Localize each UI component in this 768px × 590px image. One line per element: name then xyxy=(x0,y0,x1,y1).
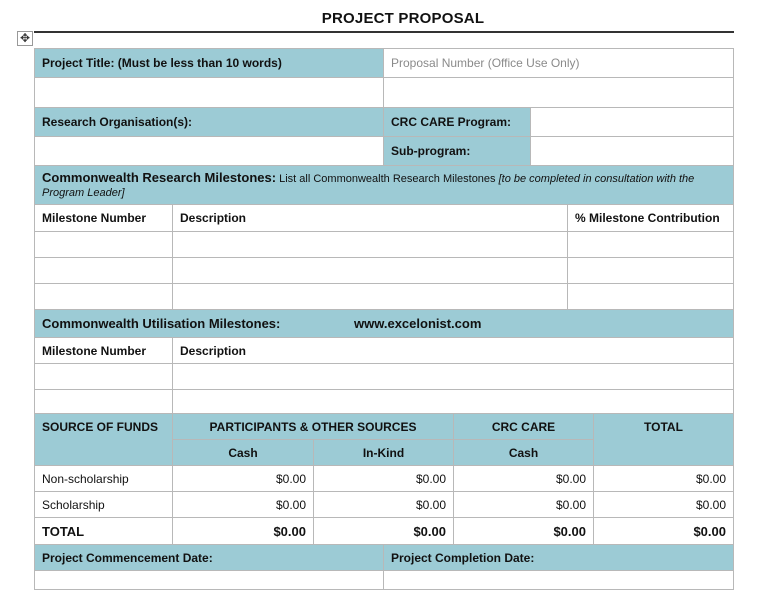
table-move-handle-icon[interactable]: ✥ xyxy=(17,31,33,46)
funds-total-crc-cash: $0.00 xyxy=(453,517,594,545)
sub-program-input[interactable] xyxy=(530,136,734,166)
funds-cash-value[interactable]: $0.00 xyxy=(172,465,314,492)
watermark-text: www.excelonist.com xyxy=(354,316,482,331)
funds-sub-inkind: In-Kind xyxy=(313,439,454,466)
crc-program-input[interactable] xyxy=(530,107,734,137)
research-row-3-number[interactable] xyxy=(34,283,173,310)
funds-sub-cash: Cash xyxy=(172,439,314,466)
funds-cash-value[interactable]: $0.00 xyxy=(172,491,314,518)
funds-sub-crc-cash: Cash xyxy=(453,439,594,466)
research-milestones-heading: Commonwealth Research Milestones: xyxy=(42,170,277,185)
utilisation-col-description: Description xyxy=(172,337,734,364)
research-col-description: Description xyxy=(172,204,568,232)
proposal-number-field[interactable]: Proposal Number (Office Use Only) xyxy=(383,48,734,78)
research-row-2-number[interactable] xyxy=(34,257,173,284)
research-org-input[interactable] xyxy=(34,136,384,166)
title-rule xyxy=(34,31,734,33)
utilisation-row-1-description[interactable] xyxy=(172,363,734,390)
research-row-2-description[interactable] xyxy=(172,257,568,284)
funds-source-header: SOURCE OF FUNDS xyxy=(34,413,173,466)
funds-row-label: Non-scholarship xyxy=(34,465,173,492)
proposal-number-input[interactable] xyxy=(383,77,734,108)
research-row-3-contribution[interactable] xyxy=(567,283,734,310)
funds-participants-header: PARTICIPANTS & OTHER SOURCES xyxy=(172,413,454,440)
research-col-milestone-number: Milestone Number xyxy=(34,204,173,232)
completion-date-label: Project Completion Date: xyxy=(383,544,734,571)
funds-total-cash: $0.00 xyxy=(172,517,314,545)
utilisation-row-2-number[interactable] xyxy=(34,389,173,415)
project-title-input[interactable] xyxy=(34,77,384,108)
commencement-date-input[interactable] xyxy=(34,570,384,590)
document-title: PROJECT PROPOSAL xyxy=(321,10,485,27)
funds-total-row-label: TOTAL xyxy=(34,517,173,545)
research-milestones-instruction-italic: [to be completed in consultation with the Program Leader] xyxy=(42,173,695,199)
crc-program-label: CRC CARE Program: xyxy=(383,107,531,137)
funds-grand-total: $0.00 xyxy=(593,517,734,545)
research-org-label: Research Organisation(s): xyxy=(34,107,384,137)
funds-crc-header: CRC CARE xyxy=(453,413,594,440)
funds-crc-cash-value[interactable]: $0.00 xyxy=(453,491,594,518)
funds-inkind-value[interactable]: $0.00 xyxy=(313,465,454,492)
project-title-label: Project Title: (Must be less than 10 words) xyxy=(34,48,384,78)
funds-total-value: $0.00 xyxy=(593,491,734,518)
funds-total-inkind: $0.00 xyxy=(313,517,454,545)
funds-total-value: $0.00 xyxy=(593,465,734,492)
funds-crc-cash-value[interactable]: $0.00 xyxy=(453,465,594,492)
funds-total-header: TOTAL xyxy=(593,413,734,466)
utilisation-row-1-number[interactable] xyxy=(34,363,173,390)
research-row-2-contribution[interactable] xyxy=(567,257,734,284)
research-row-1-number[interactable] xyxy=(34,231,173,258)
completion-date-input[interactable] xyxy=(383,570,734,590)
funds-row-label: Scholarship xyxy=(34,491,173,518)
research-row-1-description[interactable] xyxy=(172,231,568,258)
sub-program-label: Sub-program: xyxy=(383,136,531,166)
utilisation-col-milestone-number: Milestone Number xyxy=(34,337,173,364)
utilisation-milestones-heading: Commonwealth Utilisation Milestones: xyxy=(42,316,281,331)
research-milestones-header xyxy=(34,165,734,205)
research-row-3-description[interactable] xyxy=(172,283,568,310)
utilisation-milestones-header xyxy=(34,309,734,338)
commencement-date-label: Project Commencement Date: xyxy=(34,544,384,571)
research-milestones-instruction: List all Commonwealth Research Milestones xyxy=(276,173,499,185)
funds-inkind-value[interactable]: $0.00 xyxy=(313,491,454,518)
research-col-contribution: % Milestone Contribution xyxy=(567,204,734,232)
research-row-1-contribution[interactable] xyxy=(567,231,734,258)
utilisation-row-2-description[interactable] xyxy=(172,389,734,415)
